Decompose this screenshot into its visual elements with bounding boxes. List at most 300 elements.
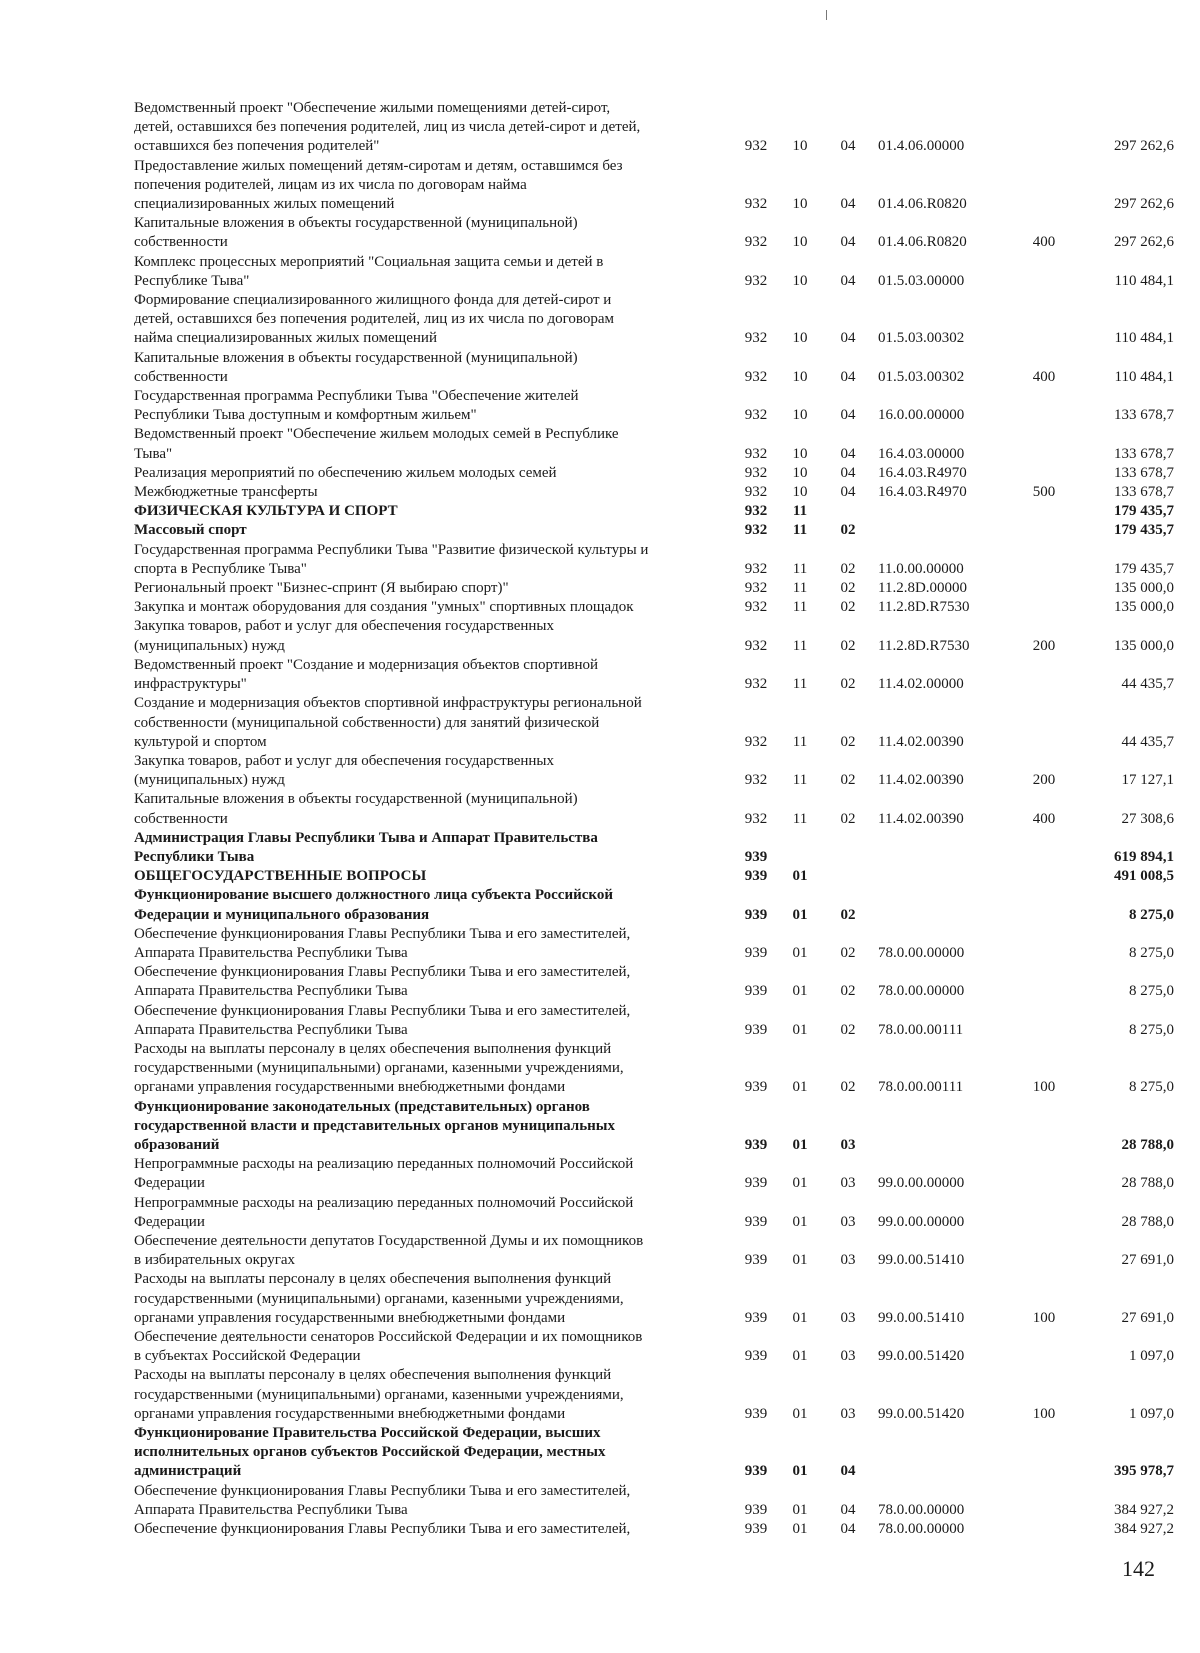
cell-csr: 78.0.00.00000 bbox=[878, 983, 965, 1000]
cell-pr: 04 bbox=[840, 464, 856, 481]
table-row bbox=[134, 1194, 1174, 1232]
cell-sum: 8 275,0 bbox=[1129, 944, 1174, 961]
cell-csr: 11.4.02.00000 bbox=[878, 676, 964, 693]
cell-rz: 01 bbox=[792, 1136, 808, 1153]
cell-vr: 100 bbox=[1032, 1405, 1056, 1422]
row-name-line: Реализация мероприятий по обеспечению жильем молодых семей bbox=[134, 464, 557, 481]
cell-sum: 110 484,1 bbox=[1114, 330, 1174, 347]
cell-pr: 04 bbox=[840, 196, 856, 213]
cell-csr: 11.2.8D.R7530 bbox=[878, 599, 970, 616]
cell-vr: 400 bbox=[1032, 234, 1056, 251]
row-name-line: Тыва" bbox=[134, 445, 173, 462]
cell-rz: 11 bbox=[792, 637, 808, 654]
row-name bbox=[134, 502, 716, 521]
row-name-line: Республике Тыва" bbox=[134, 272, 250, 289]
cell-sum: 44 435,7 bbox=[1121, 733, 1174, 750]
table-row bbox=[134, 1002, 1174, 1040]
budget-table bbox=[134, 99, 1174, 1539]
table-row bbox=[134, 253, 1174, 291]
cell-rz: 01 bbox=[792, 1405, 808, 1422]
cell-pr: 02 bbox=[840, 676, 856, 693]
table-row bbox=[134, 541, 1174, 579]
cell-pr: 04 bbox=[840, 138, 856, 155]
page-number: 142 bbox=[1122, 1556, 1155, 1581]
row-name bbox=[134, 1232, 716, 1270]
cell-ved: 932 bbox=[744, 464, 768, 481]
cell-ved: 932 bbox=[744, 503, 768, 520]
cell-ved: 932 bbox=[744, 637, 768, 654]
cell-csr: 01.5.03.00302 bbox=[878, 330, 965, 347]
row-name bbox=[134, 253, 716, 291]
cell-rz: 11 bbox=[792, 676, 808, 693]
table-row bbox=[134, 1482, 1174, 1520]
table-row bbox=[134, 387, 1174, 425]
row-name-line: Капитальные вложения в объекты государственной (муниципальной) bbox=[134, 215, 578, 232]
row-name-line: Аппарата Правительства Республики Тыва bbox=[134, 1021, 408, 1038]
cell-ved: 932 bbox=[744, 234, 768, 251]
row-name bbox=[134, 541, 716, 579]
row-name-line: Межбюджетные трансферты bbox=[134, 484, 318, 501]
row-name-line: Расходы на выплаты персоналу в целях обеспечения выполнения функций bbox=[134, 1040, 612, 1057]
cell-rz: 11 bbox=[792, 522, 808, 539]
cell-sum: 297 262,6 bbox=[1114, 196, 1174, 213]
table-row bbox=[134, 1098, 1174, 1156]
cell-csr: 78.0.00.00000 bbox=[878, 1501, 965, 1518]
row-name-line: Ведомственный проект "Обеспечение жилыми помещениями детей-сирот, bbox=[134, 100, 611, 116]
table-row bbox=[134, 963, 1174, 1001]
cell-rz: 01 bbox=[792, 983, 808, 1000]
cell-sum: 17 127,1 bbox=[1121, 772, 1174, 789]
row-name-line: Капитальные вложения в объекты государственной (муниципальной) bbox=[134, 791, 578, 808]
cell-sum: 8 275,0 bbox=[1129, 906, 1174, 923]
cell-csr: 01.4.06.00000 bbox=[878, 138, 965, 155]
cell-rz: 01 bbox=[792, 868, 808, 885]
row-name-line: Республики Тыва bbox=[134, 848, 255, 865]
cell-csr: 99.0.00.00000 bbox=[878, 1175, 965, 1192]
row-name-line: государственными (муниципальными) органами, казенными учреждениями, bbox=[134, 1060, 624, 1077]
cell-ved: 939 bbox=[744, 868, 768, 885]
cell-sum: 8 275,0 bbox=[1129, 1021, 1174, 1038]
cell-sum: 28 788,0 bbox=[1121, 1136, 1174, 1153]
row-name-line: Формирование специализированного жилищного фонда для детей-сирот и bbox=[134, 292, 612, 309]
cell-pr: 03 bbox=[840, 1175, 856, 1192]
cell-vr: 400 bbox=[1032, 810, 1056, 827]
cell-vr: 500 bbox=[1032, 484, 1056, 501]
cell-rz: 01 bbox=[792, 1501, 808, 1518]
cell-ved: 939 bbox=[744, 1309, 768, 1326]
cell-sum: 133 678,7 bbox=[1114, 407, 1174, 424]
cell-ved: 939 bbox=[744, 1521, 768, 1538]
row-name bbox=[134, 1366, 716, 1424]
cell-pr: 02 bbox=[840, 637, 856, 654]
row-name-line: собственности bbox=[134, 368, 228, 385]
row-name bbox=[134, 1194, 716, 1232]
cell-csr: 99.0.00.00000 bbox=[878, 1213, 965, 1230]
row-name bbox=[134, 579, 716, 598]
cell-csr: 01.4.06.R0820 bbox=[878, 196, 967, 213]
table-row bbox=[134, 349, 1174, 387]
table-row bbox=[134, 464, 1174, 483]
row-name-line: Ведомственный проект "Обеспечение жильем молодых семей в Республике bbox=[134, 426, 619, 443]
cell-ved: 939 bbox=[744, 1021, 768, 1038]
cell-ved: 932 bbox=[744, 810, 768, 827]
cell-rz: 10 bbox=[792, 330, 808, 347]
row-name-line: Обеспечение функционирования Главы Республики Тыва и его заместителей, bbox=[134, 1002, 631, 1019]
table-row bbox=[134, 502, 1174, 521]
row-name bbox=[134, 656, 716, 694]
cell-ved: 939 bbox=[744, 1463, 768, 1480]
cell-pr: 03 bbox=[840, 1136, 856, 1153]
cell-sum: 297 262,6 bbox=[1114, 138, 1174, 155]
cell-ved: 932 bbox=[744, 599, 768, 616]
row-name bbox=[134, 1520, 716, 1539]
table-row bbox=[134, 829, 1174, 867]
row-name-line: государственными (муниципальными) органами, казенными учреждениями, bbox=[134, 1386, 624, 1403]
cell-sum: 27 308,6 bbox=[1121, 810, 1174, 827]
cell-csr: 78.0.00.00000 bbox=[878, 1521, 965, 1538]
cell-csr: 01.4.06.R0820 bbox=[878, 234, 967, 251]
cell-rz: 10 bbox=[792, 445, 808, 462]
cell-csr: 99.0.00.51410 bbox=[878, 1252, 965, 1269]
cell-csr: 99.0.00.51410 bbox=[878, 1309, 965, 1326]
table-row bbox=[134, 867, 1174, 886]
cell-sum: 110 484,1 bbox=[1114, 368, 1174, 385]
cell-pr: 02 bbox=[840, 983, 856, 1000]
row-name bbox=[134, 1270, 716, 1328]
cell-sum: 27 691,0 bbox=[1121, 1252, 1174, 1269]
cell-ved: 932 bbox=[744, 733, 768, 750]
table-row bbox=[134, 1366, 1174, 1424]
cell-csr: 11.2.8D.00000 bbox=[878, 580, 968, 597]
row-name-line: Расходы на выплаты персоналу в целях обеспечения выполнения функций bbox=[134, 1271, 612, 1288]
cell-sum: 491 008,5 bbox=[1114, 868, 1174, 885]
cell-rz: 01 bbox=[792, 944, 808, 961]
row-name-line: государственными (муниципальными) органами, казенными учреждениями, bbox=[134, 1290, 624, 1307]
cell-sum: 27 691,0 bbox=[1121, 1309, 1174, 1326]
table-row bbox=[134, 598, 1174, 617]
row-name-line: Администрация Главы Республики Тыва и Аппарат Правительства bbox=[134, 829, 598, 846]
cell-rz: 11 bbox=[792, 810, 808, 827]
row-name-line: Предоставление жилых помещений детям-сиротам и детям, оставшимся без bbox=[134, 157, 623, 174]
row-name-line: Непрограммные расходы на реализацию переданных полномочий Российской bbox=[134, 1156, 634, 1173]
cell-ved: 932 bbox=[744, 368, 768, 385]
cell-sum: 133 678,7 bbox=[1114, 445, 1174, 462]
row-name-line: детей, оставшихся без попечения родителей, лиц из числа детей-сирот и детей, bbox=[134, 119, 641, 136]
row-name bbox=[134, 963, 716, 1001]
cell-ved: 932 bbox=[744, 560, 768, 577]
cell-pr: 02 bbox=[840, 772, 856, 789]
cell-rz: 01 bbox=[792, 1021, 808, 1038]
cell-ved: 932 bbox=[744, 772, 768, 789]
row-name-line: Аппарата Правительства Республики Тыва bbox=[134, 983, 408, 1000]
cell-rz: 10 bbox=[792, 484, 808, 501]
cell-ved: 939 bbox=[744, 1079, 768, 1096]
row-name-line: Федерации bbox=[134, 1175, 205, 1192]
table-row bbox=[134, 214, 1174, 252]
cell-pr: 02 bbox=[840, 580, 856, 597]
row-name-line: исполнительных органов субъектов Российской Федерации, местных bbox=[134, 1444, 606, 1461]
cell-sum: 395 978,7 bbox=[1114, 1463, 1174, 1480]
row-name-line: культурой и спортом bbox=[134, 733, 267, 750]
cell-ved: 939 bbox=[744, 1175, 768, 1192]
cell-csr: 99.0.00.51420 bbox=[878, 1405, 965, 1422]
table-row bbox=[134, 886, 1174, 924]
row-name bbox=[134, 598, 716, 617]
cell-sum: 179 435,7 bbox=[1114, 560, 1174, 577]
row-name-line: оставшихся без попечения родителей" bbox=[134, 138, 380, 155]
cell-pr: 04 bbox=[840, 1463, 856, 1480]
table-row bbox=[134, 1040, 1174, 1098]
row-name bbox=[134, 867, 716, 886]
cell-rz: 01 bbox=[792, 1213, 808, 1230]
cell-ved: 932 bbox=[744, 522, 768, 539]
row-name-line: Федерации bbox=[134, 1213, 205, 1230]
row-name bbox=[134, 291, 716, 349]
cell-pr: 02 bbox=[840, 733, 856, 750]
cell-csr: 11.4.02.00390 bbox=[878, 810, 964, 827]
cell-ved: 939 bbox=[744, 944, 768, 961]
row-name-line: Непрограммные расходы на реализацию переданных полномочий Российской bbox=[134, 1194, 634, 1211]
cell-ved: 939 bbox=[744, 848, 768, 865]
table-row bbox=[134, 1520, 1174, 1539]
cell-pr: 04 bbox=[840, 1501, 856, 1518]
row-name-line: государственной власти и представительных органов муниципальных bbox=[134, 1117, 615, 1134]
row-name-line: Аппарата Правительства Республики Тыва bbox=[134, 944, 408, 961]
cell-sum: 28 788,0 bbox=[1121, 1175, 1174, 1192]
row-name-line: собственности bbox=[134, 234, 228, 251]
cell-pr: 04 bbox=[840, 368, 856, 385]
cell-pr: 03 bbox=[840, 1252, 856, 1269]
cell-sum: 110 484,1 bbox=[1114, 272, 1174, 289]
cell-sum: 133 678,7 bbox=[1114, 464, 1174, 481]
row-name bbox=[134, 483, 716, 502]
row-name bbox=[134, 1328, 716, 1366]
cell-rz: 01 bbox=[792, 906, 808, 923]
row-name-line: образований bbox=[134, 1136, 220, 1153]
table-row bbox=[134, 1155, 1174, 1193]
cell-rz: 10 bbox=[792, 138, 808, 155]
cell-csr: 78.0.00.00111 bbox=[878, 1021, 964, 1038]
row-name-line: спорта в Республике Тыва" bbox=[134, 560, 307, 577]
cell-rz: 10 bbox=[792, 368, 808, 385]
cell-ved: 932 bbox=[744, 445, 768, 462]
row-name bbox=[134, 214, 716, 252]
cell-sum: 135 000,0 bbox=[1114, 637, 1174, 654]
row-name-line: специализированных жилых помещений bbox=[134, 196, 395, 213]
cell-ved: 932 bbox=[744, 676, 768, 693]
cell-sum: 135 000,0 bbox=[1114, 580, 1174, 597]
cell-sum: 135 000,0 bbox=[1114, 599, 1174, 616]
cell-rz: 01 bbox=[792, 1521, 808, 1538]
cell-rz: 10 bbox=[792, 196, 808, 213]
cell-sum: 1 097,0 bbox=[1129, 1405, 1174, 1422]
cell-csr: 11.4.02.00390 bbox=[878, 733, 964, 750]
cell-ved: 939 bbox=[744, 983, 768, 1000]
cell-csr: 11.0.00.00000 bbox=[878, 560, 964, 577]
cell-sum: 44 435,7 bbox=[1121, 676, 1174, 693]
cell-ved: 932 bbox=[744, 272, 768, 289]
cell-ved: 939 bbox=[744, 1213, 768, 1230]
cell-ved: 939 bbox=[744, 1348, 768, 1365]
cell-rz: 10 bbox=[792, 234, 808, 251]
table-row bbox=[134, 790, 1174, 828]
cell-pr: 02 bbox=[840, 1079, 856, 1096]
cell-vr: 100 bbox=[1032, 1079, 1056, 1096]
cell-rz: 01 bbox=[792, 1252, 808, 1269]
cell-sum: 28 788,0 bbox=[1121, 1213, 1174, 1230]
cell-ved: 932 bbox=[744, 407, 768, 424]
cell-pr: 02 bbox=[840, 560, 856, 577]
row-name-line: органами управления государственными внебюджетными фондами bbox=[134, 1079, 566, 1096]
row-name-line: Аппарата Правительства Республики Тыва bbox=[134, 1501, 408, 1518]
row-name bbox=[134, 425, 716, 463]
row-name-line: в субъектах Российской Федерации bbox=[134, 1348, 361, 1365]
cell-rz: 11 bbox=[792, 560, 808, 577]
cell-csr: 16.4.03.R4970 bbox=[878, 484, 967, 501]
cell-pr: 02 bbox=[840, 906, 856, 923]
table-row bbox=[134, 521, 1174, 540]
cell-csr: 11.2.8D.R7530 bbox=[878, 637, 970, 654]
row-name-line: попечения родителей, лицам из их числа по договорам найма bbox=[134, 176, 527, 193]
cell-csr: 78.0.00.00000 bbox=[878, 944, 965, 961]
cell-sum: 133 678,7 bbox=[1114, 484, 1174, 501]
cell-rz: 01 bbox=[792, 1463, 808, 1480]
row-name-line: Государственная программа Республики Тыва "Обеспечение жителей bbox=[134, 388, 579, 405]
row-name-line: собственности bbox=[134, 810, 228, 827]
row-name bbox=[134, 157, 716, 215]
cell-pr: 02 bbox=[840, 810, 856, 827]
table-row bbox=[134, 656, 1174, 694]
cell-rz: 11 bbox=[792, 733, 808, 750]
cell-vr: 400 bbox=[1032, 368, 1056, 385]
cell-csr: 01.5.03.00302 bbox=[878, 368, 965, 385]
row-name-line: детей, оставшихся без попечения родителей, лиц из их числа по договорам bbox=[134, 311, 615, 328]
row-name-line: собственности (муниципальной собственности) для занятий физической bbox=[134, 714, 600, 731]
table-row bbox=[134, 99, 1174, 157]
row-name-line: Закупка и монтаж оборудования для создания "умных" спортивных площадок bbox=[134, 599, 634, 616]
cell-rz: 11 bbox=[792, 772, 808, 789]
row-name-line: Создание и модернизация объектов спортивной инфраструктуры региональной bbox=[134, 695, 642, 712]
table-row bbox=[134, 617, 1174, 655]
row-name-line: Расходы на выплаты персоналу в целях обеспечения выполнения функций bbox=[134, 1367, 612, 1384]
cell-ved: 939 bbox=[744, 906, 768, 923]
row-name-line: (муниципальных) нужд bbox=[134, 772, 285, 789]
table-row bbox=[134, 1328, 1174, 1366]
cell-sum: 619 894,1 bbox=[1114, 848, 1174, 865]
cell-ved: 939 bbox=[744, 1136, 768, 1153]
cell-rz: 01 bbox=[792, 1175, 808, 1192]
cell-ved: 932 bbox=[744, 580, 768, 597]
cell-sum: 1 097,0 bbox=[1129, 1348, 1174, 1365]
row-name-line: Ведомственный проект "Создание и модернизация объектов спортивной bbox=[134, 656, 599, 673]
row-name bbox=[134, 694, 716, 752]
cell-pr: 04 bbox=[840, 234, 856, 251]
row-name-line: Республики Тыва доступным и комфортным жильем" bbox=[134, 407, 477, 424]
cell-rz: 10 bbox=[792, 272, 808, 289]
row-name-line: ФИЗИЧЕСКАЯ КУЛЬТУРА И СПОРТ bbox=[134, 503, 398, 520]
cell-ved: 939 bbox=[744, 1501, 768, 1518]
cell-rz: 01 bbox=[792, 1309, 808, 1326]
cell-sum: 179 435,7 bbox=[1114, 503, 1174, 520]
table-row bbox=[134, 752, 1174, 790]
cell-ved: 939 bbox=[744, 1405, 768, 1422]
table-row bbox=[134, 1270, 1174, 1328]
row-name bbox=[134, 1098, 716, 1156]
row-name-line: в избирательных округах bbox=[134, 1252, 296, 1269]
row-name-line: инфраструктуры" bbox=[134, 676, 247, 693]
cell-csr: 78.0.00.00111 bbox=[878, 1079, 964, 1096]
row-name-line: органами управления государственными внебюджетными фондами bbox=[134, 1405, 566, 1422]
cell-ved: 932 bbox=[744, 196, 768, 213]
cell-pr: 02 bbox=[840, 1021, 856, 1038]
cell-sum: 384 927,2 bbox=[1114, 1521, 1174, 1538]
row-name bbox=[134, 521, 716, 540]
cell-pr: 04 bbox=[840, 484, 856, 501]
cell-pr: 04 bbox=[840, 407, 856, 424]
row-name-line: (муниципальных) нужд bbox=[134, 637, 285, 654]
row-name-line: найма специализированных жилых помещений bbox=[134, 330, 437, 347]
row-name bbox=[134, 1482, 716, 1520]
row-name bbox=[134, 1155, 716, 1193]
table-row bbox=[134, 579, 1174, 598]
cell-rz: 11 bbox=[792, 503, 808, 520]
cell-vr: 100 bbox=[1032, 1309, 1056, 1326]
row-name bbox=[134, 349, 716, 387]
cell-rz: 01 bbox=[792, 1079, 808, 1096]
cell-pr: 02 bbox=[840, 522, 856, 539]
row-name bbox=[134, 387, 716, 425]
row-name bbox=[134, 886, 716, 924]
row-name-line: Обеспечение функционирования Главы Республики Тыва и его заместителей, bbox=[134, 1521, 631, 1538]
cell-vr: 200 bbox=[1032, 637, 1056, 654]
cell-csr: 11.4.02.00390 bbox=[878, 772, 964, 789]
cell-rz: 10 bbox=[792, 407, 808, 424]
row-name bbox=[134, 464, 716, 483]
row-name-line: Обеспечение функционирования Главы Республики Тыва и его заместителей, bbox=[134, 964, 631, 981]
row-name bbox=[134, 790, 716, 828]
row-name-line: Обеспечение функционирования Главы Республики Тыва и его заместителей, bbox=[134, 925, 631, 942]
table-row bbox=[134, 1424, 1174, 1482]
table-row bbox=[134, 1232, 1174, 1270]
cell-csr: 16.0.00.00000 bbox=[878, 407, 965, 424]
table-row bbox=[134, 157, 1174, 215]
cell-rz: 10 bbox=[792, 464, 808, 481]
cell-pr: 03 bbox=[840, 1405, 856, 1422]
row-name-line: Федерации и муниципального образования bbox=[134, 906, 430, 923]
cell-pr: 03 bbox=[840, 1213, 856, 1230]
row-name-line: Капитальные вложения в объекты государственной (муниципальной) bbox=[134, 349, 578, 366]
cell-vr: 200 bbox=[1032, 772, 1056, 789]
cell-ved: 932 bbox=[744, 138, 768, 155]
cell-ved: 932 bbox=[744, 484, 768, 501]
row-name-line: ОБЩЕГОСУДАРСТВЕННЫЕ ВОПРОСЫ bbox=[134, 868, 427, 885]
row-name bbox=[134, 752, 716, 790]
cell-ved: 932 bbox=[744, 330, 768, 347]
row-name-line: Государственная программа Республики Тыва "Развитие физической культуры и bbox=[134, 541, 649, 558]
row-name-line: Закупка товаров, работ и услуг для обеспечения государственных bbox=[134, 752, 555, 769]
row-name bbox=[134, 829, 716, 867]
row-name bbox=[134, 617, 716, 655]
row-name-line: администраций bbox=[134, 1463, 242, 1480]
table-row bbox=[134, 483, 1174, 502]
cell-sum: 8 275,0 bbox=[1129, 983, 1174, 1000]
row-name bbox=[134, 925, 716, 963]
table-row bbox=[134, 694, 1174, 752]
cell-csr: 16.4.03.00000 bbox=[878, 445, 965, 462]
row-name bbox=[134, 1002, 716, 1040]
row-name bbox=[134, 1424, 716, 1482]
cell-pr: 04 bbox=[840, 272, 856, 289]
